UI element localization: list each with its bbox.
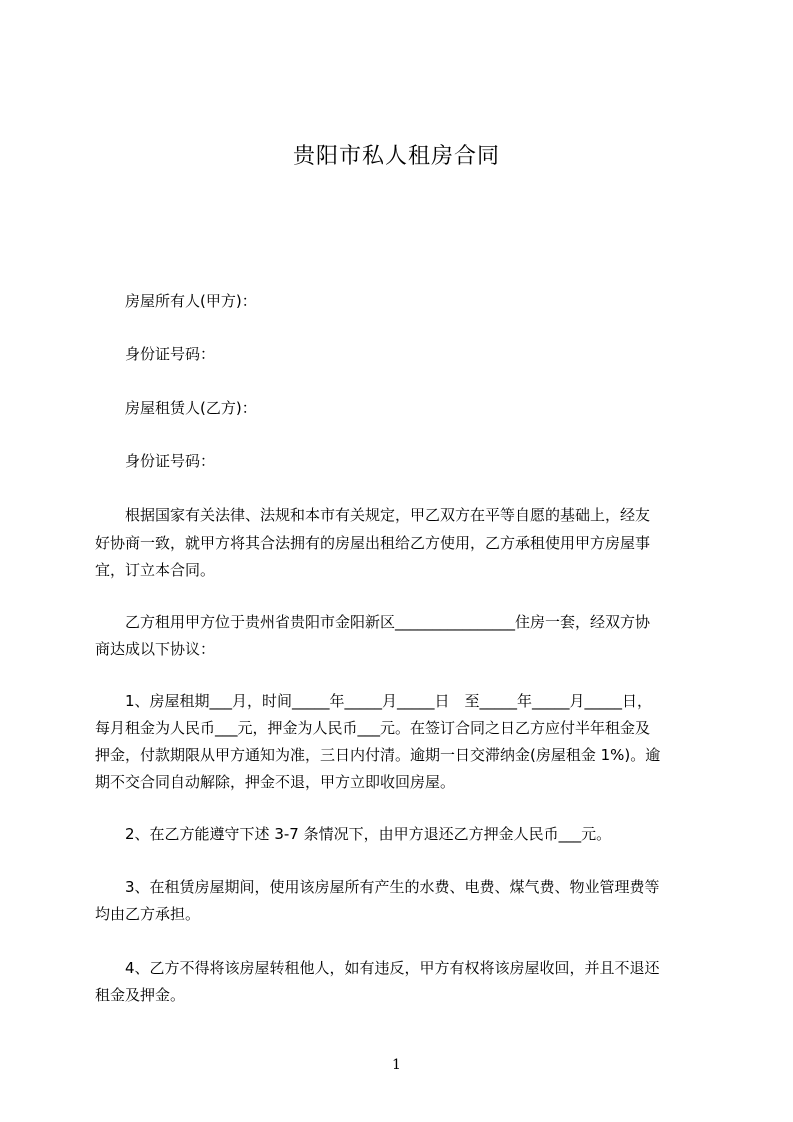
clause-2-line: 2、在乙方能遵守下述 3-7 条情况下，由甲方退还乙方押金人民币___元。 (95, 825, 612, 843)
preamble-line: 好协商一致，就甲方将其合法拥有的房屋出租给乙方使用，乙方承租使用甲方房屋事 (95, 534, 651, 552)
clause-1-line: 1、房屋租期___月，时间_____年_____月_____日 至_____年_____月_____日， (95, 692, 653, 710)
clause-1-line: 押金，付款期限从甲方通知为准，三日内付清。逾期一日交滞纳金(房屋租金 1%)。逾 (95, 746, 661, 764)
clause-3-line: 均由乙方承担。 (95, 905, 201, 923)
party-a-owner-line: 房屋所有人(甲方)： (95, 292, 257, 310)
party-a-id-line: 身份证号码： (95, 345, 216, 363)
property-location-line: 商达成以下协议： (95, 640, 216, 658)
clause-4-line: 租金及押金。 (95, 986, 186, 1004)
party-b-id-line: 身份证号码： (95, 452, 216, 470)
page-number: 1 (392, 1057, 401, 1073)
preamble-line: 宜，订立本合同。 (95, 561, 216, 579)
clause-1-line: 期不交合同自动解除，押金不退，甲方立即收回房屋。 (95, 773, 456, 791)
clause-1-line: 每月租金为人民币___元，押金为人民币___元。在签订合同之日乙方应付半年租金及 (95, 719, 651, 737)
clause-4-line: 4、乙方不得将该房屋转租他人，如有违反，甲方有权将该房屋收回，并且不退还 (95, 959, 660, 977)
property-location-line: 乙方租用甲方位于贵州省贵阳市金阳新区________________住房一套，经双方协 (95, 613, 651, 631)
document-title: 贵阳市私人租房合同 (292, 144, 500, 169)
clause-3-line: 3、在租赁房屋期间，使用该房屋所有产生的水费、电费、煤气费、物业管理费等 (95, 878, 660, 896)
party-b-tenant-line: 房屋租赁人(乙方)： (95, 399, 257, 417)
preamble-line: 根据国家有关法律、法规和本市有关规定，甲乙双方在平等自愿的基础上，经友 (95, 506, 651, 524)
